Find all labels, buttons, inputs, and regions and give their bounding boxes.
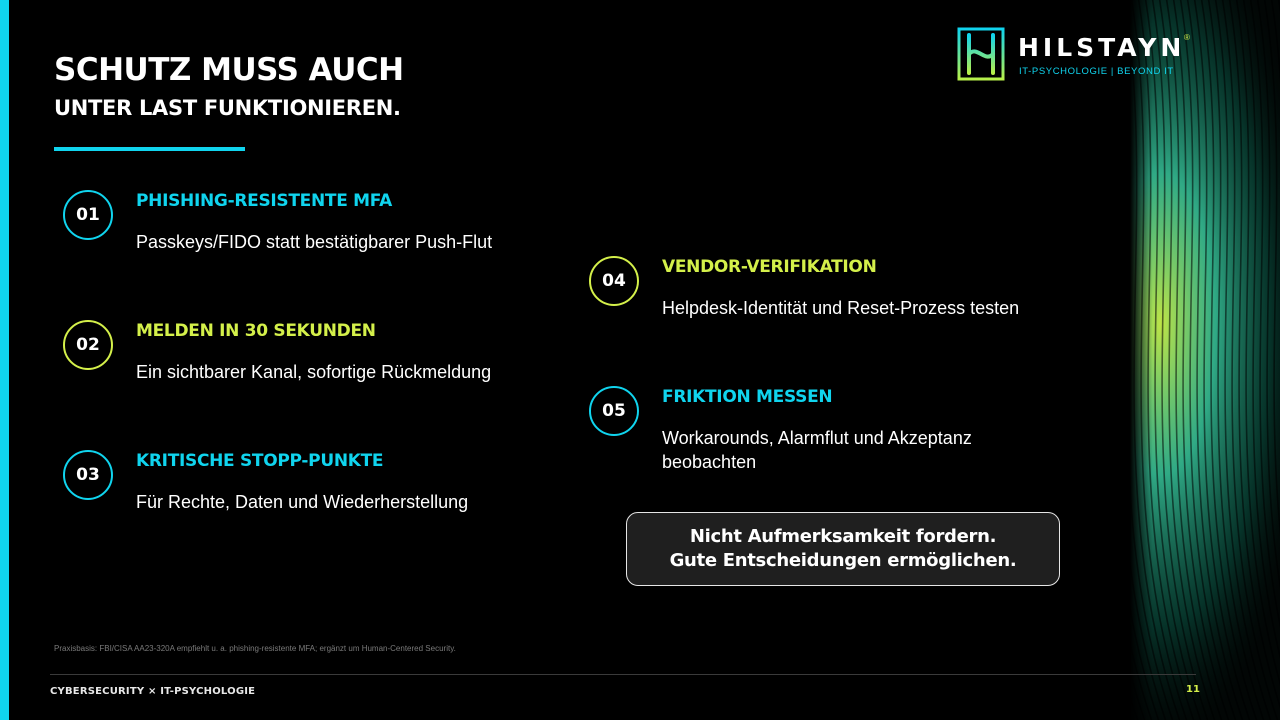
- item-heading: FRIKTION MESSEN: [662, 387, 833, 407]
- hilstayn-h-logo-icon: [957, 27, 1007, 81]
- title-underline: [54, 147, 245, 151]
- item-heading: MELDEN IN 30 SEKUNDEN: [136, 321, 376, 341]
- item-description: Passkeys/FIDO statt bestätigbarer Push-Flut: [136, 232, 493, 252]
- item-description: Workarounds, Alarmflut und Akzeptanz beobachten: [662, 428, 972, 472]
- source-note: Praxisbasis: FBI/CISA AA23-320A empfiehlt u. a. phishing-resistente MFA; ergänzt um Human-Centered Security.: [54, 644, 456, 653]
- slide-title: SCHUTZ MUSS AUCH: [54, 52, 404, 88]
- logo-wordmark: HILSTAYN: [1018, 33, 1186, 62]
- item-number-badge: 04: [589, 256, 639, 306]
- hilstayn-logo: [957, 27, 1197, 83]
- callout-box: [626, 512, 1060, 586]
- item-number-badge: 05: [589, 386, 639, 436]
- item-description: Helpdesk-Identität und Reset-Prozess testen: [662, 298, 1020, 318]
- item-number-badge: 03: [63, 450, 113, 500]
- item-heading: PHISHING-RESISTENTE MFA: [136, 191, 392, 211]
- logo-registered-mark: ®: [1184, 33, 1190, 42]
- decorative-wave-pattern: [1130, 0, 1280, 720]
- footer-divider: [50, 674, 1196, 675]
- logo-tagline: IT-PSYCHOLOGIE | BEYOND IT: [1019, 66, 1174, 77]
- item-number-badge: 01: [63, 190, 113, 240]
- item-number-badge: 02: [63, 320, 113, 370]
- item-heading: VENDOR-VERIFIKATION: [662, 257, 877, 277]
- left-accent-bar: [0, 0, 9, 720]
- slide-subtitle: UNTER LAST FUNKTIONIEREN.: [54, 96, 401, 120]
- item-description: Ein sichtbarer Kanal, sofortige Rückmeldung: [136, 362, 492, 382]
- callout-line-1: Nicht Aufmerksamkeit fordern.: [689, 526, 997, 547]
- footer-label: CYBERSECURITY × IT-PSYCHOLOGIE: [50, 686, 256, 697]
- item-description: Für Rechte, Daten und Wiederherstellung: [136, 492, 469, 512]
- item-heading: KRITISCHE STOPP-PUNKTE: [136, 451, 384, 471]
- callout-line-2: Gute Entscheidungen ermöglichen.: [669, 550, 1017, 571]
- page-number: 11: [1186, 684, 1200, 695]
